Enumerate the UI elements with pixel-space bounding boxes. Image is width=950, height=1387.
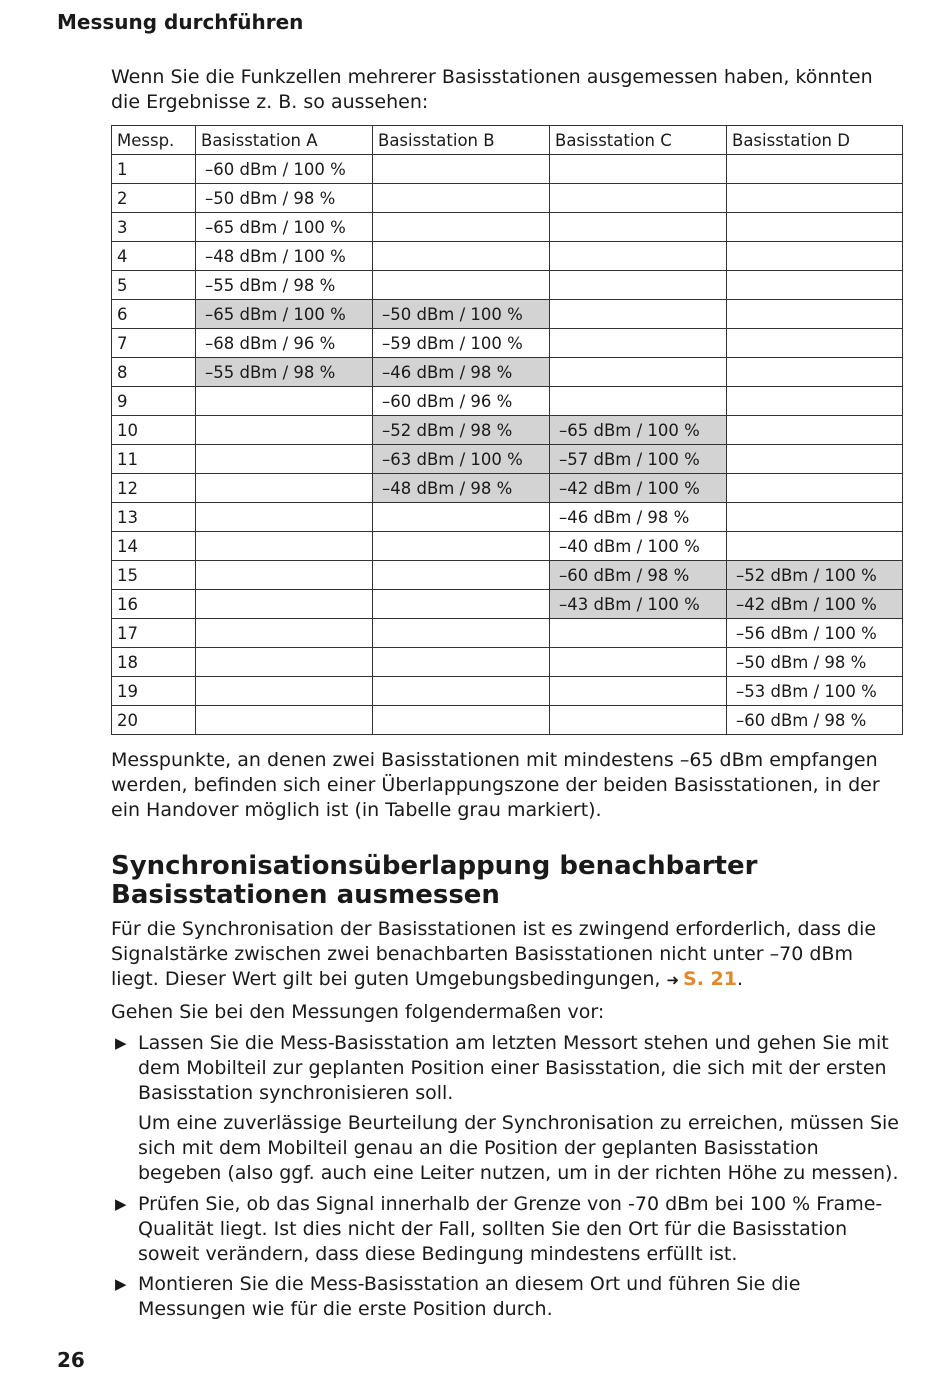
table-row [112,242,903,271]
arrow-right-icon: ➜ [666,971,680,989]
list-item-text: Montieren Sie die Mess-Basisstation an diesem Ort und führen Sie die Messungen wie für die erste Position durch. [138,1273,801,1320]
column-header-basisstation-c: Basisstation C [550,126,727,155]
table-cell-value: –42 dBm / 100 % [550,474,727,503]
table-cell-messpunkt: 8 [112,358,196,387]
procedure-intro: Gehen Sie bei den Messungen folgendermaßen vor: [111,1001,605,1023]
table-header-row [112,126,903,155]
table-cell-value [550,648,727,677]
table-cell-value: –60 dBm / 100 % [196,155,373,184]
list-item-subparagraph: Um eine zuverlässige Beurteilung der Synchronisation zu erreichen, müssen Sie sich mit dem Mobilteil genau an die Position der geplanten Basisstation begeben (also ggf. auch eine Leiter nutzen, um in der richten Höhe zu messen). [138,1112,899,1184]
table-cell-value: –59 dBm / 100 % [373,329,550,358]
list-item-text: Prüfen Sie, ob das Signal innerhalb der Grenze von -70 dBm bei 100 % Frame-Qualität liegt. Ist dies nicht der Fall, sollten Sie den Ort für die Basisstation soweit verändern, dass diese Bedingung mindestens erfüllt ist. [138,1193,883,1265]
table-cell-value [373,706,550,735]
table-cell-value [727,213,903,242]
table-cell-value [550,619,727,648]
table-cell-value [727,155,903,184]
table-cell-messpunkt: 10 [112,416,196,445]
table-row [112,590,903,619]
table-cell-value [373,155,550,184]
table-cell-value [196,532,373,561]
triangle-bullet-icon: ▶ [115,1034,127,1052]
table-cell-messpunkt: 17 [112,619,196,648]
sync-requirement-paragraph [111,917,901,993]
table-cell-value [196,677,373,706]
table-cell-value [550,242,727,271]
table-row [112,387,903,416]
table-row [112,706,903,735]
table-cell-value: –50 dBm / 100 % [373,300,550,329]
table-cell-value: –46 dBm / 98 % [550,503,727,532]
table-cell-value [373,648,550,677]
table-cell-value: –48 dBm / 100 % [196,242,373,271]
table-cell-value [196,416,373,445]
table-cell-value: –55 dBm / 98 % [196,271,373,300]
table-cell-value: –43 dBm / 100 % [550,590,727,619]
table-cell-value [727,358,903,387]
table-cell-value [373,242,550,271]
table-cell-value [196,445,373,474]
table-cell-value: –50 dBm / 98 % [196,184,373,213]
table-cell-value [196,619,373,648]
triangle-bullet-icon: ▶ [115,1275,127,1293]
table-cell-value: –50 dBm / 98 % [727,648,903,677]
table-row [112,213,903,242]
table-cell-value: –48 dBm / 98 % [373,474,550,503]
table-cell-value [727,387,903,416]
table-row [112,677,903,706]
section-title: Synchronisationsüberlappung benachbarter Basisstationen ausmessen [111,851,758,910]
table-cell-messpunkt: 7 [112,329,196,358]
table-cell-value: –56 dBm / 100 % [727,619,903,648]
table-cell-value [373,677,550,706]
table-cell-value: –65 dBm / 100 % [196,213,373,242]
table-row [112,561,903,590]
table-cell-value [196,590,373,619]
table-cell-value [550,329,727,358]
page-number: 26 [57,1348,85,1372]
overlap-note: Messpunkte, an denen zwei Basisstationen mit mindestens –65 dBm empfangen werden, befinden sich einer Überlappungszone der beiden Basisstationen, in der ein Handover möglich ist (in Tabelle grau markiert). [111,749,880,821]
table-cell-messpunkt: 15 [112,561,196,590]
table-cell-messpunkt: 12 [112,474,196,503]
table-cell-value [373,503,550,532]
table-cell-value [196,648,373,677]
triangle-bullet-icon: ▶ [115,1195,127,1213]
table-cell-value: –57 dBm / 100 % [550,445,727,474]
table-cell-value [373,271,550,300]
table-cell-value [196,561,373,590]
table-cell-value [727,503,903,532]
table-cell-value: –68 dBm / 96 % [196,329,373,358]
sentence-end: . [737,968,744,990]
column-header-basisstation-a: Basisstation A [196,126,373,155]
column-header-messpunkt: Messp. [112,126,196,155]
table-row [112,474,903,503]
table-cell-value [550,706,727,735]
table-cell-value: –52 dBm / 100 % [727,561,903,590]
table-cell-value: –63 dBm / 100 % [373,445,550,474]
table-cell-value [727,300,903,329]
table-row [112,358,903,387]
table-row [112,271,903,300]
table-cell-messpunkt: 18 [112,648,196,677]
table-cell-value: –46 dBm / 98 % [373,358,550,387]
table-cell-value [373,619,550,648]
table-cell-value: –65 dBm / 100 % [550,416,727,445]
table-cell-messpunkt: 14 [112,532,196,561]
table-cell-messpunkt: 9 [112,387,196,416]
table-cell-value [550,677,727,706]
table-cell-messpunkt: 13 [112,503,196,532]
table-cell-value [373,561,550,590]
table-cell-value [727,271,903,300]
table-cell-value: –40 dBm / 100 % [550,532,727,561]
table-cell-value: –55 dBm / 98 % [196,358,373,387]
table-cell-value: –60 dBm / 96 % [373,387,550,416]
table-cell-value [373,532,550,561]
table-cell-value [727,474,903,503]
table-cell-value [727,416,903,445]
table-cell-value: –52 dBm / 98 % [373,416,550,445]
table-row [112,329,903,358]
table-cell-value [196,706,373,735]
table-cell-value: –65 dBm / 100 % [196,300,373,329]
page-header-title: Messung durchführen [57,10,304,34]
table-cell-value [550,271,727,300]
table-row [112,416,903,445]
table-row [112,532,903,561]
table-cell-value [550,387,727,416]
table-cell-messpunkt: 20 [112,706,196,735]
table-cell-value [373,184,550,213]
table-cell-value [727,242,903,271]
measurement-table [111,125,903,735]
table-cell-messpunkt: 11 [112,445,196,474]
table-cell-value: –53 dBm / 100 % [727,677,903,706]
table-row [112,184,903,213]
table-cell-value [550,213,727,242]
table-cell-value [727,184,903,213]
table-cell-value [373,590,550,619]
table-cell-messpunkt: 1 [112,155,196,184]
table-cell-value [727,445,903,474]
table-cell-value [550,300,727,329]
table-cell-value: –42 dBm / 100 % [727,590,903,619]
table-cell-value [550,358,727,387]
table-cell-value [727,532,903,561]
table-cell-messpunkt: 4 [112,242,196,271]
table-cell-value [550,184,727,213]
list-item [111,1272,901,1322]
sync-requirement-text: Für die Synchronisation der Basisstationen ist es zwingend erforderlich, dass die Signalstärke zwischen zwei benachbarten Basisstationen nicht unter –70 dBm liegt. Dieser Wert gilt bei guten Umgebungsbedingungen, [111,918,877,990]
list-item-text: Lassen Sie die Mess-Basisstation am letzten Messort stehen und gehen Sie mit dem Mobilteil zur geplanten Position einer Basisstation, die sich mit der ersten Basisstation synchronisieren soll. [138,1032,889,1104]
table-row [112,648,903,677]
table-row [112,445,903,474]
table-cell-messpunkt: 2 [112,184,196,213]
table-row [112,155,903,184]
table-row [112,619,903,648]
list-item [111,1192,901,1267]
table-cell-value [196,503,373,532]
table-cell-value [727,329,903,358]
table-row [112,503,903,532]
table-cell-value [373,213,550,242]
table-body [112,155,903,735]
list-item [111,1031,901,1106]
column-header-basisstation-b: Basisstation B [373,126,550,155]
page-reference-link[interactable]: S. 21 [683,968,738,990]
intro-paragraph: Wenn Sie die Funkzellen mehrerer Basisstationen ausgemessen haben, könnten die Ergebnisse z. B. so aussehen: [111,66,873,113]
table-cell-value: –60 dBm / 98 % [550,561,727,590]
table-cell-messpunkt: 16 [112,590,196,619]
table-cell-value [196,387,373,416]
table-row [112,300,903,329]
table-cell-messpunkt: 5 [112,271,196,300]
table-cell-messpunkt: 19 [112,677,196,706]
table-cell-value: –60 dBm / 98 % [727,706,903,735]
table-cell-messpunkt: 3 [112,213,196,242]
table-cell-value [550,155,727,184]
table-cell-value [196,474,373,503]
column-header-basisstation-d: Basisstation D [727,126,903,155]
table-cell-messpunkt: 6 [112,300,196,329]
